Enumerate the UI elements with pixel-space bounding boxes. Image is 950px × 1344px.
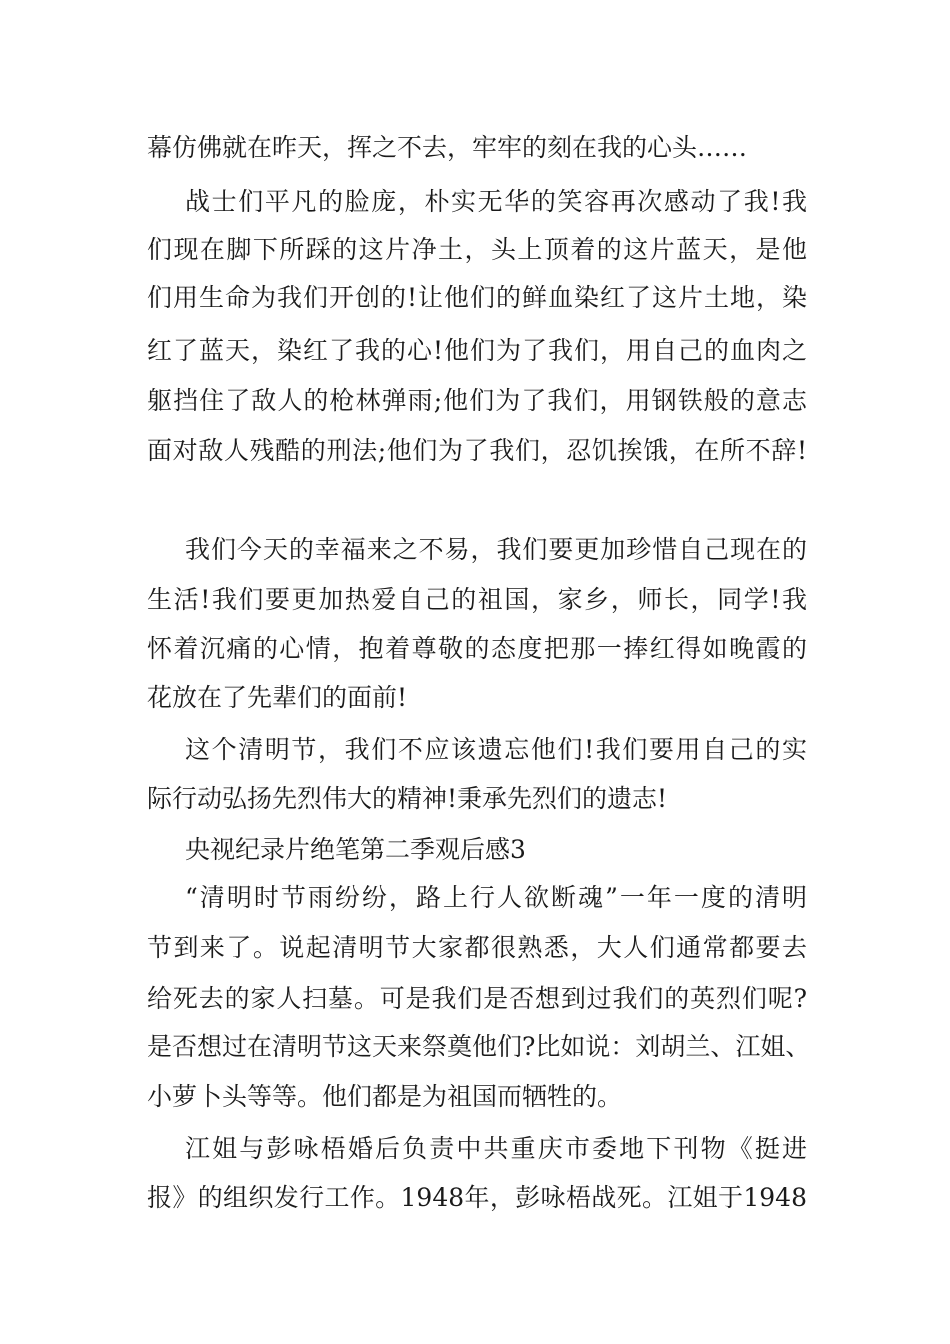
text-line: 际行动弘扬先烈伟大的精神!秉承先烈们的遗志! xyxy=(147,784,668,813)
text-line: 红了蓝天，染红了我的心!他们为了我们，用自己的血肉之 xyxy=(147,336,807,365)
section-heading: 央视纪录片绝笔第二季观后感3 xyxy=(185,835,526,864)
text-line: 小萝卜头等等。他们都是为祖国而牺牲的。 xyxy=(147,1082,623,1111)
text-line: 幕仿佛就在昨天，挥之不去，牢牢的刻在我的心头…… xyxy=(147,133,748,162)
text-line: 节到来了。说起清明节大家都很熟悉，大人们通常都要去 xyxy=(147,933,807,962)
text-line: 躯挡住了敌人的枪林弹雨;他们为了我们，用钢铁般的意志 xyxy=(147,386,807,415)
text-line: 是否想过在清明节这天来祭奠他们?比如说：刘胡兰、江姐、 xyxy=(147,1032,811,1061)
text-line: 怀着沉痛的心情，抱着尊敬的态度把那一捧红得如晚霞的 xyxy=(147,634,807,663)
text-line: 们用生命为我们开创的!让他们的鲜血染红了这片土地，染 xyxy=(147,283,807,312)
text-line: 报》的组织发行工作。1948年，彭咏梧战死。江姐于1948 xyxy=(147,1183,807,1212)
text-line: 花放在了先辈们的面前! xyxy=(147,683,408,712)
text-line: 面对敌人残酷的刑法;他们为了我们，忍饥挨饿，在所不辞! xyxy=(147,436,807,465)
text-line: 们现在脚下所踩的这片净土，头上顶着的这片蓝天，是他 xyxy=(147,235,807,264)
text-line: 江姐与彭咏梧婚后负责中共重庆市委地下刊物《挺进 xyxy=(185,1134,807,1163)
text-line: 战士们平凡的脸庞，朴实无华的笑容再次感动了我!我 xyxy=(185,187,807,216)
text-line: 这个清明节，我们不应该遗忘他们!我们要用自己的实 xyxy=(185,735,807,764)
text-line: “清明时节雨纷纷，路上行人欲断魂”一年一度的清明 xyxy=(185,883,807,912)
text-line: 生活!我们要更加热爱自己的祖国，家乡，师长，同学!我 xyxy=(147,585,807,614)
text-line: 给死去的家人扫墓。可是我们是否想到过我们的英烈们呢? xyxy=(147,984,807,1013)
text-line: 我们今天的幸福来之不易，我们要更加珍惜自己现在的 xyxy=(185,535,807,564)
